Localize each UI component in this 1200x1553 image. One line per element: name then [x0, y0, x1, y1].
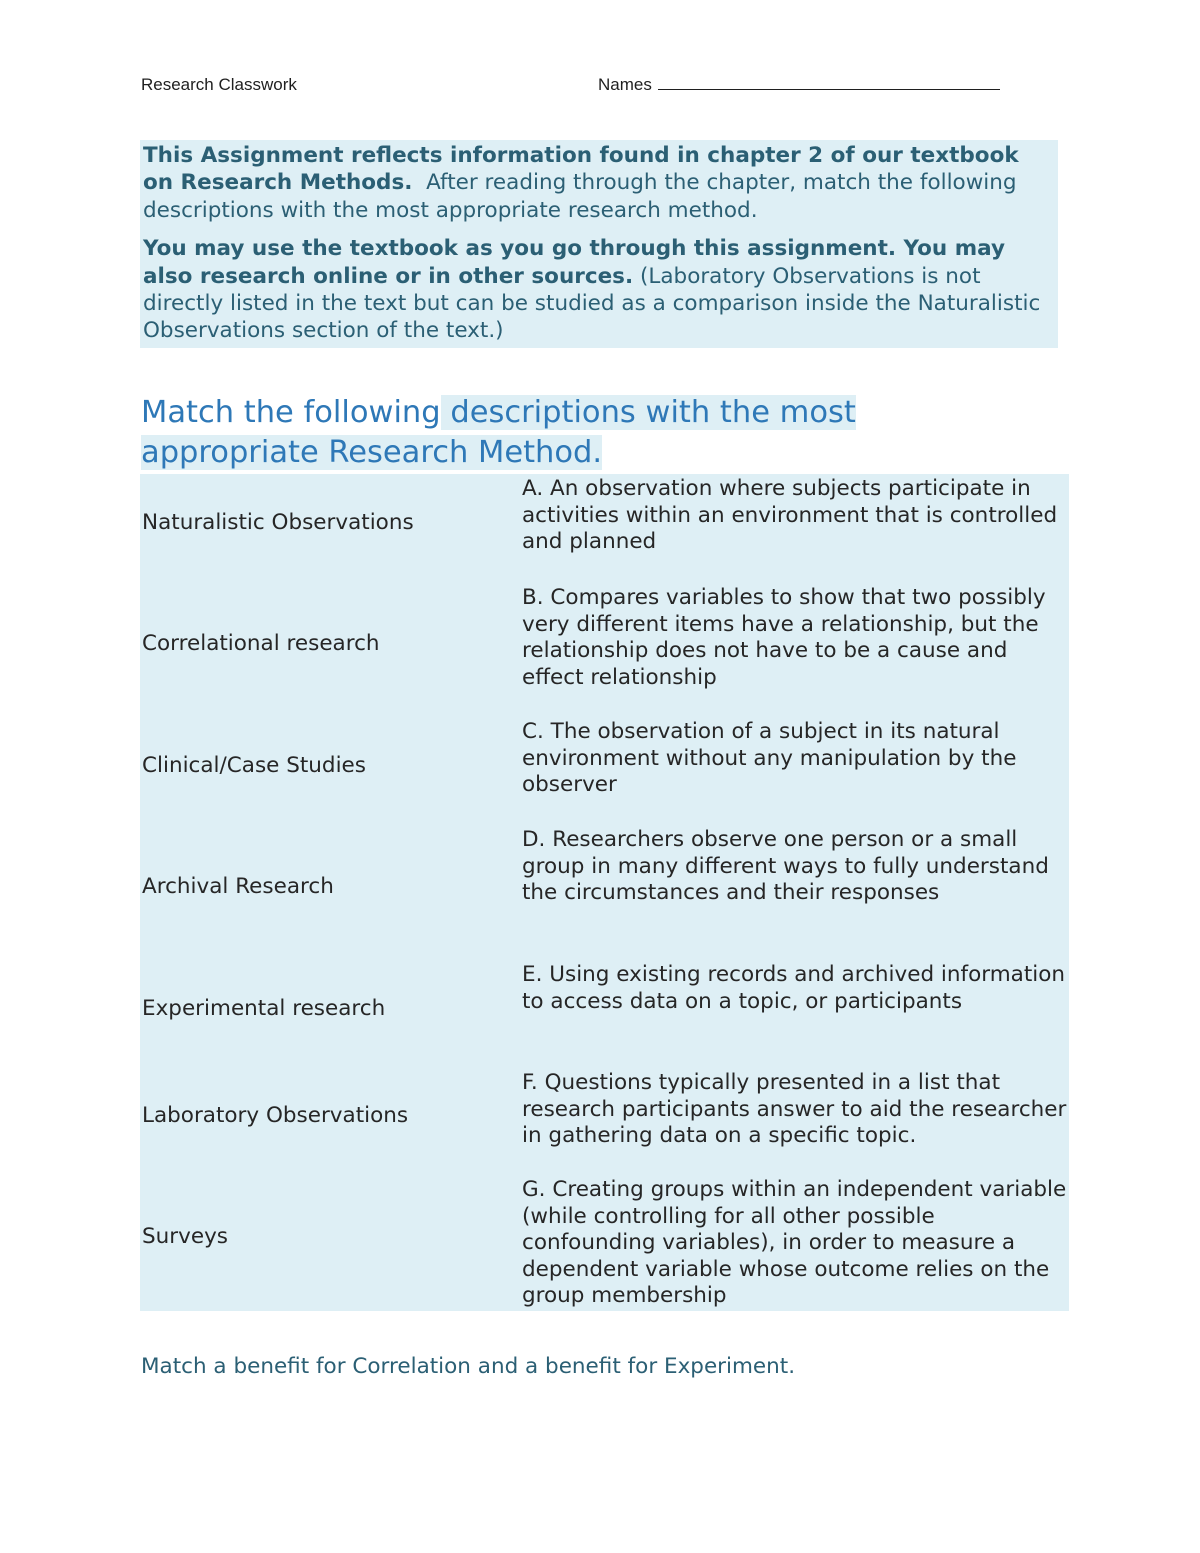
description-text: G. Creating groups within an independent variable (while controlling for all other possible confounding variables), in order to measure a dependent variable whose outcome relies on the group membership — [522, 1177, 1067, 1308]
names-blank-line — [658, 75, 1000, 90]
document-header-title: Research Classwork — [141, 75, 297, 94]
matching-heading — [141, 393, 901, 473]
matching-table — [140, 474, 1069, 1311]
benefit-question: Match a benefit for Correlation and a benefit for Experiment. — [141, 1354, 796, 1379]
method-label: Clinical/Case Studies — [142, 753, 366, 778]
description-text: A. An observation where subjects participate in activities within an environment that is controlled and planned — [522, 476, 1058, 554]
matching-heading-part-1: Match the following — [141, 395, 441, 430]
method-label: Correlational research — [142, 631, 380, 656]
method-label: Archival Research — [142, 874, 334, 899]
instructions-paragraph-1 — [143, 142, 1055, 224]
description-text: B. Compares variables to show that two possibly very different items have a relationship, but the relationship does not have to be a cause and effect relationship — [522, 585, 1046, 690]
description-text: F. Questions typically presented in a list that research participants answer to aid the researcher in gathering data on a specific topic. — [522, 1070, 1067, 1148]
instructions-1-text: After reading through the chapter, match the following descriptions with the most appropriate research method. — [143, 170, 1017, 223]
method-label: Laboratory Observations — [142, 1103, 409, 1128]
description-text: D. Researchers observe one person or a small group in many different ways to fully understand the circumstances and their responses — [522, 827, 1049, 905]
description-text: E. Using existing records and archived information to access data on a topic, or participants — [522, 962, 1066, 1014]
method-label: Naturalistic Observations — [142, 510, 414, 535]
method-label: Surveys — [142, 1224, 228, 1249]
matching-heading-part-2: descriptions with the most appropriate Research Method. — [141, 395, 856, 470]
instructions-paragraph-2 — [143, 235, 1055, 345]
description-text: C. The observation of a subject in its natural environment without any manipulation by the observer — [522, 719, 1017, 797]
instructions-2-text: (Laboratory Observations is not directly listed in the text but can be studied as a comparison inside the Naturalistic Observations section of the text.) — [143, 263, 1041, 344]
instructions-2-bold: You may use the textbook as you go through this assignment. You may also research online or in other sources. — [143, 236, 1005, 289]
instructions-box — [140, 140, 1058, 348]
names-label: Names — [598, 75, 652, 94]
method-label: Experimental research — [142, 996, 386, 1021]
instructions-1-bold: This Assignment reflects information found in chapter 2 of our textbook on Research Methods. — [143, 143, 1019, 196]
names-field — [598, 75, 1000, 95]
